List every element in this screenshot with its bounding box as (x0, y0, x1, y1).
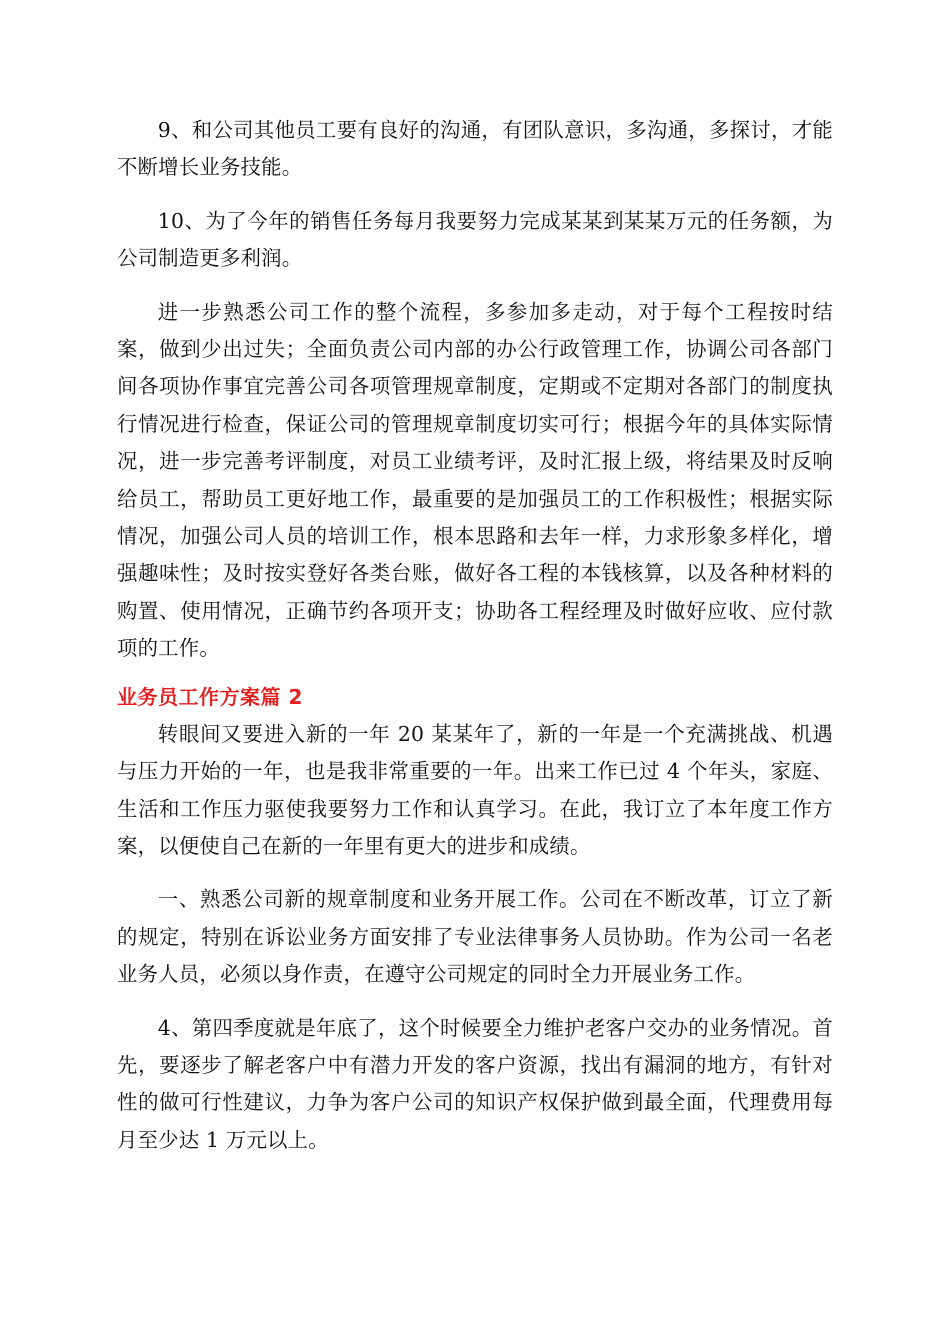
section-heading: 业务员工作方案篇 2 (117, 684, 303, 709)
document-body (117, 112, 833, 1175)
paragraph-intro: 转眼间又要进入新的一年 20 某某年了，新的一年是一个充满挑战、机遇与压力开始的一年，也是我非常重要的一年。出来工作已过 4 个年头，家庭、生活和工作压力驱使我要努力工作和认真学习。在此，我订立了本年度工作方案，以便使自己在新的一年里有更大的进步和成绩。 (117, 721, 833, 858)
paragraph-point-1: 一、熟悉公司新的规章制度和业务开展工作。公司在不断改革，订立了新的规定，特别在诉讼业务方面安排了专业法律事务人员协助。作为公司一名老业务人员，必须以身作责，在遵守公司规定的同时全力开展业务工作。 (117, 887, 833, 987)
paragraph-item-9: 9、和公司其他员工要有良好的沟通，有团队意识，多沟通，多探讨，才能不断增长业务技能。 (117, 118, 833, 180)
paragraph-process: 进一步熟悉公司工作的整个流程，多参加多走动，对于每个工程按时结案，做到少出过失；全面负责公司内部的办公行政管理工作，协调公司各部门间各项协作事宜完善公司各项管理规章制度，定期或不定期对各部门的制度执行情况进行检查，保证公司的管理规章制度切实可行；根据今年的具体实际情况，进一步完善考评制度，对员工业绩考评，及时汇报上级，将结果及时反响给员工，帮助员工更好地工作，最重要的是加强员工的工作积极性；根据实际情况，加强公司人员的培训工作，根本思路和去年一样，力求形象多样化，增强趣味性；及时按实登好各类台账，做好各工程的本钱核算，以及各种材料的购置、使用情况，正确节约各项开支；协助各工程经理及时做好应收、应付款项的工作。 (117, 299, 833, 661)
paragraph-point-4: 4、第四季度就是年底了，这个时候要全力维护老客户交办的业务情况。首先，要逐步了解老客户中有潜力开发的客户资源，找出有漏洞的地方，有针对性的做可行性建议，力争为客户公司的知识产权保护做到最全面，代理费用每月至少达 1 万元以上。 (117, 1015, 833, 1152)
paragraph-item-10: 10、为了今年的销售任务每月我要努力完成某某到某某万元的任务额，为公司制造更多利润。 (117, 208, 833, 271)
